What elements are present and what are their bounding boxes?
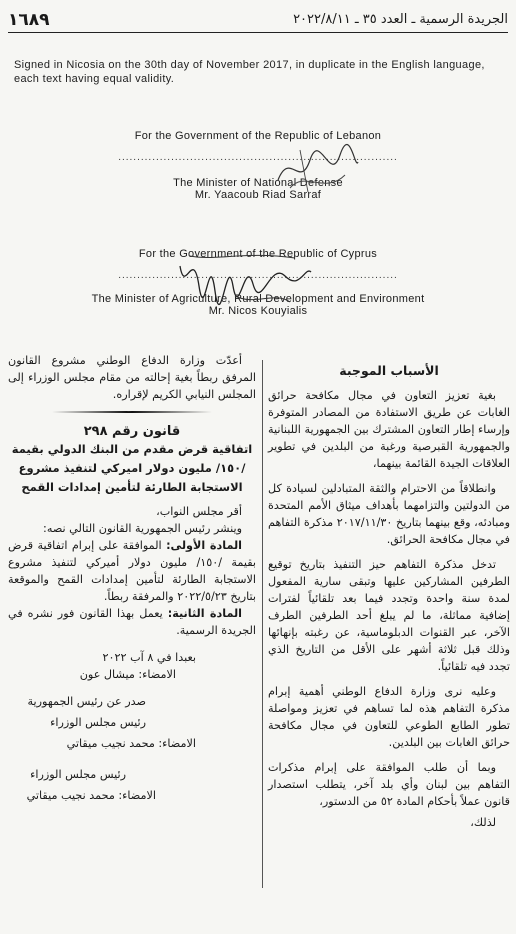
column-divider (262, 360, 263, 888)
pm-signature-1: الامضاء: محمد نجيب ميقاتي (66, 737, 196, 750)
cyprus-dots: .......................................................................... (118, 270, 398, 281)
president-signature: الامضاء: ميشال عون (79, 668, 176, 681)
article-1-label: المادة الأولى: (166, 539, 242, 552)
law-column (8, 352, 256, 804)
cyprus-minister-title: The Minister of Agriculture, Rural Development and Environment (91, 293, 425, 305)
intro-paragraph: أعدّت وزارة الدفاع الوطني مشروع القانون المرفق ربطاً بغية إحالته من مقام مجلس الوزراء إلى المجلس النيابي الكريم لإقراره. (8, 354, 256, 401)
gazette-title: الجريدة الرسمية ـ العدد ٣٥ ـ ٢٠٢٢/٨/١١ (293, 12, 508, 27)
explanatory-reasons-column (268, 362, 510, 831)
article-1-text: الموافقة على إبرام اتفاقية قرض بقيمة /١٥٠/ مليون دولار أميركي لتنفيذ مشروع الاستجابة الطارئة لتأمين إمدادات القمح والموقعة بتاريخ ٢٠٢٢/٥/٢٣ والمرفقة ربطاً. (8, 539, 256, 603)
pm-title-2: رئيس مجلس الوزراء (30, 768, 126, 781)
law-number: قانون رقم ٢٩٨ (83, 424, 181, 439)
lebanon-minister-title: The Minister of National Defense (173, 177, 343, 189)
reasons-paragraph-2: وانطلاقاً من الاحترام والثقة المتبادلين لسيادة كل من الدولتين والتزامهما بأهداف ميثاق الأمم المتحدة ومبادئه، وقع بينهما بتاريخ ٢٠١٧/١١/٣٠ مذكرة التفاهم في مجال مكافحة الحرائق. (268, 482, 510, 546)
article-1 (8, 537, 256, 605)
lebanon-minister-name: Mr. Yaacoub Riad Sarraf (194, 189, 322, 201)
issued-by-line: صدر عن رئيس الجمهورية (27, 695, 146, 708)
lebanon-for-line: For the Government of the Republic of Lebanon (134, 130, 382, 142)
adopted-line: أقر مجلس النواب، (156, 505, 242, 518)
cyprus-for-line: For the Government of the Republic of Cyprus (138, 248, 378, 260)
lebanon-signature-block (0, 130, 516, 201)
cyprus-minister-name: Mr. Nicos Kouyialis (208, 305, 308, 317)
section-separator (52, 409, 212, 415)
promulgated-line: وينشر رئيس الجمهورية القانون التالي نصه: (43, 522, 242, 535)
reasons-paragraph-1: بغية تعزيز التعاون في مجال مكافحة حرائق الغابات عن طريق الاستفادة من المصادر المتوفرة وإرساء إطار التعاون المشترك بين الجمهورية اللبنانية والجمهورية القبرصية ورغبة من البلدين في تطوير العلاقات الجيدة القائمة بينهما، (268, 389, 510, 470)
signed-statement: Signed in Nicosia on the 30th day of November 2017, in duplicate in the English language, each text having equal validity. (14, 59, 485, 85)
reasons-paragraph-4: وعليه نرى وزارة الدفاع الوطني أهمية إبرام مذكرة التفاهم هذه لما تساهم في تعزيز ومواصلة تطور الطابع الطوعي للتعاون في مجال مكافحة حرائق الغابات بين البلدين. (268, 685, 510, 749)
law-title: اتفاقية قرض مقدم من البنك الدولي بقيمة /١٥٠/ مليون دولار اميركي لتنفيذ مشروع الاستجابة الطارئة لتأمين إمدادات القمح (11, 442, 253, 494)
pm-title-1: رئيس مجلس الوزراء (50, 716, 146, 729)
reasons-paragraph-3: تدخل مذكرة التفاهم حيز التنفيذ بتاريخ توقيع الطرفين المشاركين عليها وتبقى سارية المفعول لمدة سنة واحدة وتجدد فيما بعد تلقائياً لفترات إضافية مماثلة، ما لم يبلغ أحد الطرفين الطرف الآخر، عبر القنوات الدبلوماسية، عن رغبته بإنهائها وذلك قبل ثلاثة أشهر على الأقل من التاريخ الذي تجدد فيه تلقائياً. (268, 558, 510, 673)
article-2-label: المادة الثانية: (167, 607, 242, 620)
page-number: ١٦٨٩ (8, 10, 50, 30)
cyprus-signature-block (0, 248, 516, 317)
page-header (8, 8, 508, 33)
lebanon-dots: .......................................................................... (118, 152, 398, 163)
signing-date: بعبدا في ٨ آب ٢٠٢٢ (102, 651, 196, 664)
reasons-paragraph-6: لذلك، (470, 816, 496, 829)
pm-signature-2: الامضاء: محمد نجيب ميقاتي (26, 789, 156, 802)
reasons-paragraph-5: وبما أن طلب الموافقة على إبرام مذكرات التفاهم بين لبنان وأي بلد آخر، يتطلب استصدار قانون عملاً بأحكام المادة ٥٢ من الدستور، (268, 761, 510, 808)
article-2-text: يعمل بهذا القانون فور نشره في الجريدة الرسمية. (8, 607, 256, 637)
article-2 (8, 605, 256, 639)
reasons-heading: الأسباب الموجبة (339, 363, 439, 378)
